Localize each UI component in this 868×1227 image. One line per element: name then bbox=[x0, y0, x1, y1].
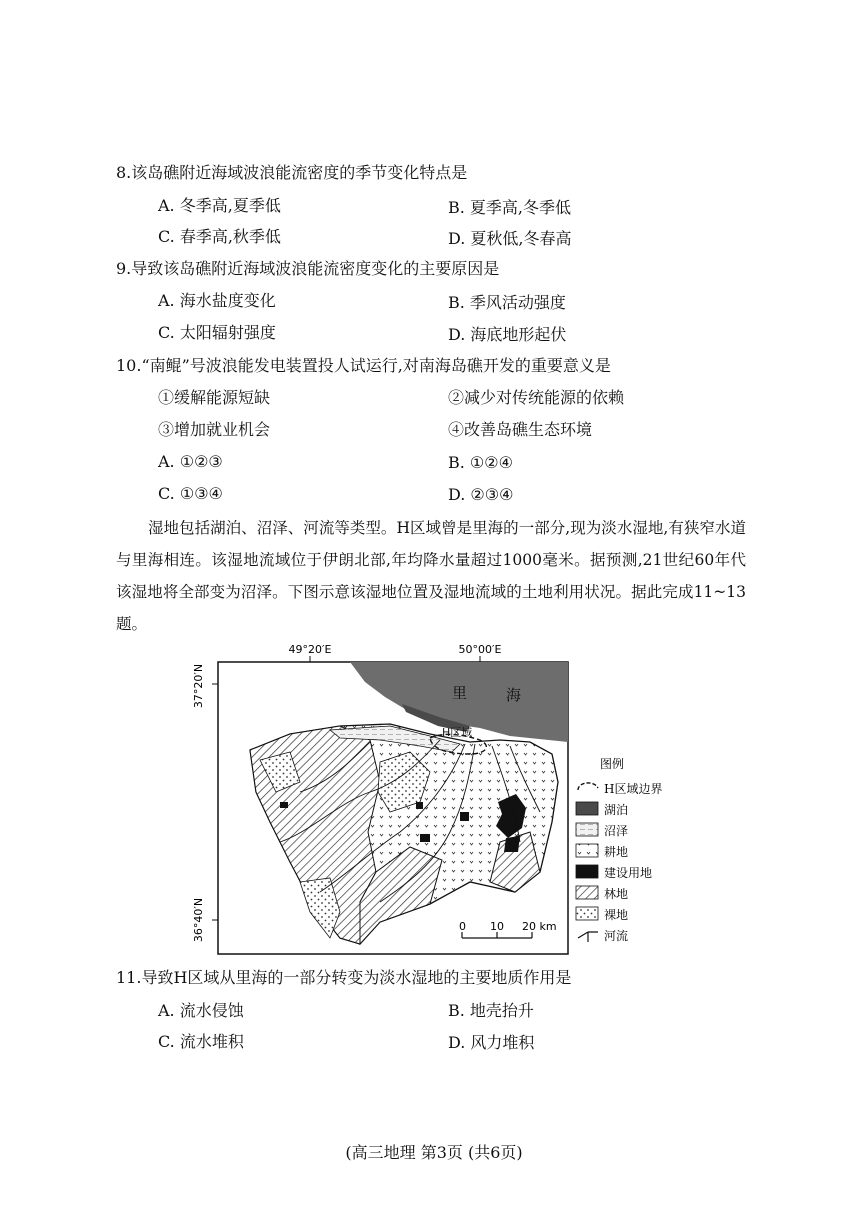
q11-option-b: B. 地壳抬升 bbox=[448, 1001, 534, 1020]
q9-option-c: C. 太阳辐射强度 bbox=[158, 323, 276, 342]
question-11-stem: 11.导致H区域从里海的一部分转变为淡水湿地的主要地质作用是 bbox=[116, 968, 572, 987]
passage-paragraph: 湿地包括湖泊、沼泽、河流等类型。H区域曾是里海的一部分,现为淡水湿地,有狭窄水道与里海相连。该湿地流域位于伊朗北部,年均降水量超过1000毫米。据预测,21世纪60年代该湿地将全部变为沼泽。下图示意该湿地位置及湿地流域的土地利用状况。据此完成11~13题。 bbox=[116, 519, 746, 633]
builtup-6 bbox=[280, 802, 288, 808]
longitude-label-1: 49°20′E bbox=[288, 643, 332, 656]
question-10-stem: 10.“南鲲”号波浪能发电装置投人试运行,对南海岛礁开发的重要意义是 bbox=[116, 356, 611, 375]
q10-option-c: C. ①③④ bbox=[158, 484, 223, 503]
map-legend bbox=[576, 756, 662, 943]
passage-text bbox=[116, 512, 746, 640]
q10-statement-4: ④改善岛礁生态环境 bbox=[448, 420, 593, 439]
builtup-5 bbox=[416, 802, 423, 809]
q9-option-a: A. 海水盐度变化 bbox=[158, 291, 276, 310]
sea-label-1: 里 bbox=[452, 684, 468, 702]
legend-bare-land: 裸地 bbox=[604, 908, 629, 922]
q11-option-d: D. 风力堆积 bbox=[448, 1033, 535, 1052]
river-icon bbox=[578, 932, 598, 942]
q10-statement-2: ②减少对传统能源的依赖 bbox=[448, 388, 625, 407]
builtup-2 bbox=[504, 836, 520, 852]
q10-option-a: A. ①②③ bbox=[158, 452, 223, 471]
legend-builtup: 建设用地 bbox=[604, 866, 653, 880]
q8-option-c: C. 春季高,秋季低 bbox=[158, 227, 281, 246]
legend-title: 图例 bbox=[600, 757, 625, 771]
svg-text:10: 10 bbox=[490, 920, 504, 933]
legend-lake: 湖泊 bbox=[604, 803, 629, 817]
legend-river: 河流 bbox=[604, 929, 629, 943]
question-8-stem: 8.该岛礁附近海域波浪能流密度的季节变化特点是 bbox=[116, 163, 468, 182]
legend-marsh: 沼泽 bbox=[604, 824, 629, 838]
q10-statement-3: ③增加就业机会 bbox=[158, 420, 271, 439]
q10-option-b: B. ①②④ bbox=[448, 453, 513, 472]
wetland-map-figure bbox=[180, 642, 700, 960]
h-region-label: H区域 bbox=[442, 726, 473, 739]
wetland-map bbox=[180, 642, 700, 960]
q9-option-b: B. 季风活动强度 bbox=[448, 293, 566, 312]
page-footer: (高三地理 第3页 (共6页) bbox=[345, 1143, 523, 1162]
latitude-label-1: 37°20′N bbox=[192, 663, 205, 709]
q10-option-d: D. ②③④ bbox=[448, 485, 514, 504]
q8-option-a: A. 冬季高,夏季低 bbox=[158, 196, 281, 215]
q8-option-b: B. 夏季高,冬季低 bbox=[448, 198, 572, 217]
q9-option-d: D. 海底地形起伏 bbox=[448, 325, 567, 344]
svg-text:20 km: 20 km bbox=[522, 920, 557, 933]
q11-option-a: A. 流水侵蚀 bbox=[158, 1001, 244, 1020]
longitude-label-2: 50°00′E bbox=[458, 643, 502, 656]
latitude-label-2: 36°40′N bbox=[192, 897, 205, 943]
q8-option-d: D. 夏秋低,冬春高 bbox=[448, 229, 572, 248]
builtup-4 bbox=[420, 834, 430, 842]
legend-h-boundary: H区域边界 bbox=[604, 782, 663, 796]
sea-label-2: 海 bbox=[506, 686, 522, 704]
q10-statement-1: ①缓解能源短缺 bbox=[158, 388, 271, 407]
legend-farmland: 耕地 bbox=[604, 845, 629, 859]
q11-option-c: C. 流水堆积 bbox=[158, 1032, 244, 1051]
legend-forest: 林地 bbox=[604, 887, 629, 901]
question-9-stem: 9.导致该岛礁附近海域波浪能流密度变化的主要原因是 bbox=[116, 259, 500, 278]
svg-text:0: 0 bbox=[459, 920, 466, 933]
builtup-3 bbox=[460, 812, 469, 821]
